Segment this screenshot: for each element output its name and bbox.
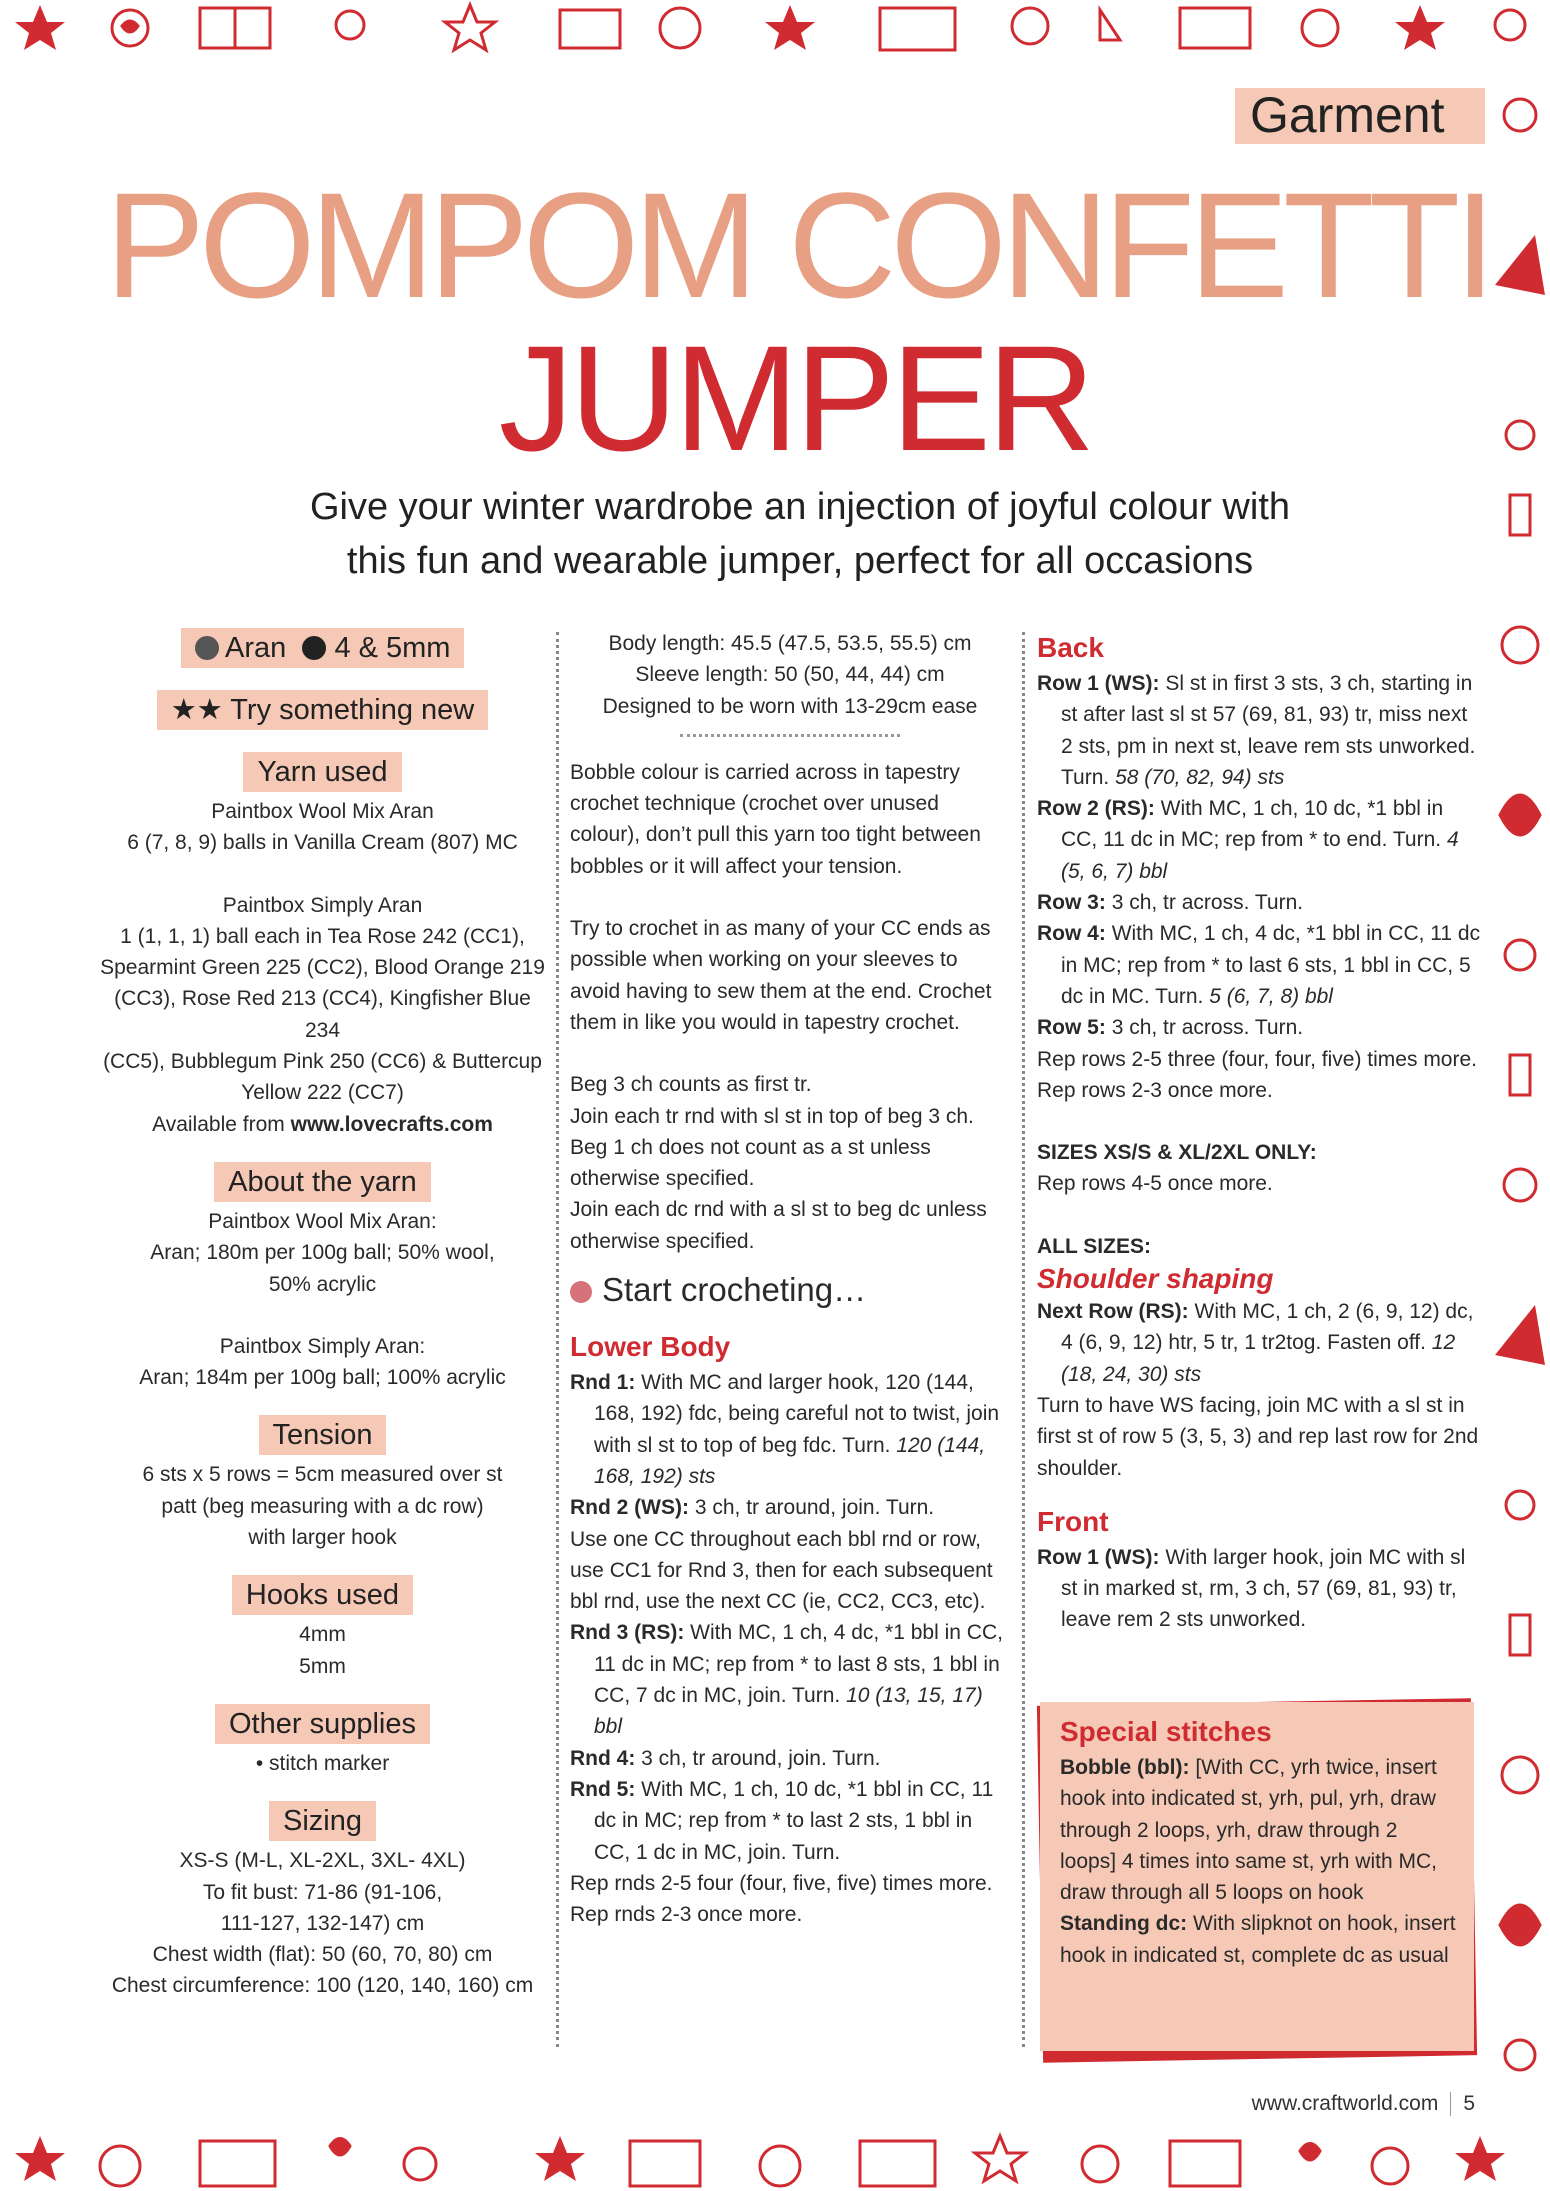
title-line-1: POMPOM CONFETTI (105, 161, 1490, 329)
tension-line: patt (beg measuring with a dc row) (161, 1494, 484, 1518)
sizing-line: XS-S (M-L, XL-2XL, 3XL- 4XL) (179, 1849, 466, 1873)
turn-instruction: Turn to have WS facing, join MC with a sl st in first st of row 5 (3, 5, 3) and rep last row for 2nd shoulder. (1037, 1393, 1479, 1480)
row-count: 12 (18, 24, 30) sts (1061, 1331, 1456, 1386)
about-yarn-heading: About the yarn (214, 1162, 431, 1202)
row-text: With MC, 1 ch, 10 dc, *1 bbl in CC, 11 dc in MC; rep from * to end. Turn. (1061, 797, 1444, 852)
row-label: Row 1 (WS): (1037, 672, 1160, 695)
supplies-section (95, 1704, 550, 1779)
column-divider (1022, 632, 1025, 2047)
tension-heading: Tension (259, 1415, 387, 1455)
hook-icon (302, 636, 326, 660)
hooks-heading: Hooks used (232, 1575, 413, 1615)
yarn-used-section (95, 752, 550, 1140)
row-count: 4 (5, 6, 7) bbl (1061, 828, 1459, 883)
shoulder-shaping-heading: Shoulder shaping (1037, 1263, 1274, 1295)
instruction-row2 (1037, 793, 1482, 887)
note-line: Beg 3 ch counts as first tr. (570, 1073, 812, 1097)
hooks-section (95, 1575, 550, 1682)
instruction-rnd3 (570, 1617, 1010, 1742)
row-count: 5 (6, 7, 8) bbl (1209, 984, 1333, 1008)
row-text: 3 ch, tr across. Turn. (1111, 891, 1304, 915)
rnd-label: Rnd 2 (WS): (570, 1496, 689, 1520)
difficulty-tag: ★★ Try something new (157, 690, 488, 730)
repeat-instruction: Rep rows 2-5 three (four, four, five) times more. (1037, 1047, 1477, 1071)
yarn-line: Yellow 222 (CC7) (241, 1081, 404, 1105)
page-number: 5 (1463, 2092, 1475, 2115)
instruction-row3 (1037, 887, 1482, 918)
lower-body-heading: Lower Body (570, 1331, 731, 1363)
pattern-column-right (1037, 628, 1482, 1636)
about-line: Aran; 184m per 100g ball; 100% acrylic (139, 1366, 506, 1390)
instruction-row5 (1037, 1012, 1482, 1043)
rnd-label: Rnd 3 (RS): (570, 1621, 685, 1645)
row-text: Sl st in first 3 sts, 3 ch, starting in st after last sl st 57 (69, 81, 93) tr, miss next 2 sts, pm in next st, leave rem sts unworked. Turn. (1061, 672, 1476, 789)
instruction-front-row1 (1037, 1542, 1482, 1636)
note-line: Beg 1 ch does not count as a st unless otherwise specified. (570, 1135, 931, 1191)
tension-line: with larger hook (248, 1526, 397, 1550)
sizes-text: Rep rows 4-5 once more. (1037, 1172, 1273, 1196)
row-text: With larger hook, join MC with sl st in marked st, rm, 3 ch, 57 (69, 81, 93) tr, leave rem 2 sts unworked. (1061, 1545, 1466, 1632)
instruction-rnd5 (570, 1774, 1010, 1868)
yarn-line: (CC3), Rose Red 213 (CC4), Kingfisher Blue 234 (114, 987, 531, 1042)
instruction-row4 (1037, 918, 1482, 1012)
about-line: 50% acrylic (268, 1272, 377, 1296)
sizing-line: Chest circumference: 100 (120, 140, 160) cm (111, 1974, 534, 1998)
back-heading: Back (1037, 632, 1104, 663)
rnd-label: Rnd 5: (570, 1777, 636, 1801)
measurement-line: Designed to be worn with 13-29cm ease (602, 694, 978, 718)
repeat-instruction: Rep rows 2-3 once more. (1037, 1078, 1273, 1102)
note-line: Join each dc rnd with a sl st to beg dc unless otherwise specified. (570, 1198, 987, 1253)
yarn-used-heading: Yarn used (243, 752, 401, 792)
column-divider (556, 632, 559, 2047)
about-yarn-section (95, 1162, 550, 1393)
decorative-top-border (0, 0, 1550, 55)
dotted-separator (680, 734, 900, 737)
footer-url[interactable]: www.craftworld.com (1251, 2092, 1439, 2115)
yarn-ball-icon (570, 1281, 592, 1303)
hook-size: 4 & 5mm (334, 632, 451, 664)
rnd-text: 3 ch, tr around, join. Turn. (641, 1746, 881, 1770)
sizing-line: Chest width (flat): 50 (60, 70, 80) cm (152, 1943, 493, 1967)
page-footer (1252, 2092, 1475, 2116)
yarn-weight-tag (181, 628, 465, 668)
rnd-text: With MC, 1 ch, 10 dc, *1 bbl in CC, 11 dc in MC; rep from * to last 2 sts, 1 bbl in CC, 1 dc in MC, join. Turn. (594, 1777, 994, 1864)
supply-line: • stitch marker (255, 1751, 390, 1775)
yarn-weight: Aran (224, 632, 287, 664)
cc-note: Use one CC throughout each bbl rnd or row, use CC1 for Rnd 3, then for each subsequent bbl rnd, use the next CC (ie, CC2, CC3, etc). (570, 1527, 993, 1614)
special-stitches-heading: Special stitches (1060, 1716, 1272, 1747)
front-heading: Front (1037, 1505, 1109, 1537)
yarn-line: Spearmint Green 225 (CC2), Blood Orange 219 (100, 956, 545, 980)
stitch-text: With slipknot on hook, insert hook in indicated st, complete dc as usual (1060, 1912, 1456, 1967)
hook-line: 5mm (299, 1654, 346, 1678)
rnd-label: Rnd 4: (570, 1746, 636, 1770)
pattern-info-sidebar (95, 628, 550, 2002)
yarn-line: 1 (1, 1, 1) ball each in Tea Rose 242 (CC1), (120, 924, 525, 948)
row-label: Row 3: (1037, 891, 1106, 915)
instruction-rnd1 (570, 1367, 1010, 1492)
stitch-label: Standing dc: (1060, 1912, 1188, 1936)
yarn-line: Paintbox Simply Aran (222, 893, 423, 917)
instruction-rnd4 (570, 1743, 1010, 1774)
row-count: 58 (70, 82, 94) sts (1115, 765, 1285, 789)
instruction-row1 (1037, 668, 1482, 793)
decorative-right-border (1490, 55, 1550, 2126)
row-label: Row 1 (WS): (1037, 1545, 1160, 1569)
supplies-heading: Other supplies (215, 1704, 430, 1744)
yarn-line: 6 (7, 8, 9) balls in Vanilla Cream (807) MC (127, 831, 518, 855)
rnd-count: 120 (144, 168, 192) sts (594, 1433, 986, 1488)
yarn-line: Paintbox Wool Mix Aran (211, 800, 434, 823)
pattern-column-middle (570, 628, 1010, 1930)
tension-line: 6 sts x 5 rows = 5cm measured over st (142, 1463, 503, 1487)
row-label: Row 4: (1037, 922, 1106, 946)
rnd-text: 3 ch, tr around, join. Turn. (694, 1496, 935, 1520)
about-line: Paintbox Simply Aran: (219, 1334, 426, 1358)
row-text: With MC, 1 ch, 4 dc, *1 bbl in CC, 11 dc in MC; rep from * to last 6 sts, 1 bbl in CC, 5 dc in MC. Turn. (1061, 922, 1481, 1008)
rnd-count: 10 (13, 15, 17) bbl (594, 1684, 983, 1739)
tension-section (95, 1415, 550, 1553)
sizing-heading: Sizing (269, 1801, 376, 1841)
special-stitches-box (1040, 1702, 1474, 2059)
about-line: Aran; 180m per 100g ball; 50% wool, (150, 1241, 495, 1265)
note-line: Join each tr rnd with sl st in top of beg 3 ch. (570, 1104, 974, 1128)
row-text: With MC, 1 ch, 2 (6, 9, 12) dc, 4 (6, 9, 12) htr, 5 tr, 1 tr2tog. Fasten off. (1061, 1300, 1474, 1355)
measurements (570, 628, 1010, 722)
about-line: Paintbox Wool Mix Aran: (208, 1209, 437, 1233)
stitch-label: Bobble (bbl): (1060, 1756, 1190, 1779)
rnd-text: With MC and larger hook, 120 (144, 168, 192) fdc, being careful not to twist, join with sl st to top of beg fdc. Turn. (594, 1371, 1000, 1457)
sizing-section (95, 1801, 550, 2001)
measurement-line: Body length: 45.5 (47.5, 53.5, 55.5) cm (608, 632, 972, 655)
sizing-line: To fit bust: 71-86 (91-106, (202, 1880, 443, 1904)
sizes-label: SIZES XS/S & XL/2XL ONLY: (1037, 1141, 1317, 1165)
standfirst-line-1: Give your winter wardrobe an injection of joyful colour with (309, 486, 1291, 528)
standfirst (200, 480, 1400, 588)
start-heading-text: Start crocheting… (602, 1271, 867, 1309)
note-paragraph: Try to crochet in as many of your CC ends as possible when working on your sleeves to avoid having to sew them at the end. Crochet them in like you would in tapestry crochet. (570, 917, 992, 1034)
rnd-label: Rnd 1: (570, 1371, 636, 1395)
stitch-text: [With CC, yrh twice, insert hook into indicated st, yrh, pul, yrh, draw through 2 loops, yrh, draw through 2 loops] 4 times into same st, yrh with MC, draw through all 5 loops on hook (1060, 1756, 1437, 1905)
start-heading (570, 1265, 1010, 1315)
row-label: Row 2 (RS): (1037, 797, 1155, 821)
special-stitches-panel (1040, 1702, 1474, 2051)
row-text: 3 ch, tr across. Turn. (1111, 1016, 1304, 1040)
repeat-instruction: Rep rnds 2-3 once more. (570, 1903, 803, 1927)
rnd-text: With MC, 1 ch, 4 dc, *1 bbl in CC, 11 dc in MC; rep from * to last 8 sts, 1 bbl in CC, 7 dc in MC, join. Turn. (594, 1621, 1003, 1708)
decorative-bottom-border (0, 2126, 1550, 2191)
available-label: Available from (152, 1112, 285, 1136)
row-label: Next Row (RS): (1037, 1300, 1189, 1324)
instruction-next-row (1037, 1296, 1482, 1390)
note-paragraph: Bobble colour is carried across in tapestry crochet technique (crochet over unused colour), don’t pull this yarn too tight between bobbles or it will affect your tension. (570, 760, 981, 878)
standfirst-line-2: this fun and wearable jumper, perfect for all occasions (346, 540, 1254, 582)
all-sizes-label: ALL SIZES: (1037, 1234, 1151, 1258)
repeat-instruction: Rep rnds 2-5 four (four, five, five) times more. (570, 1871, 993, 1895)
sizing-line: 111-127, 132-147) cm (220, 1911, 425, 1935)
measurement-line: Sleeve length: 50 (50, 44, 44) cm (635, 663, 945, 687)
yarn-stockist-link[interactable]: www.lovecrafts.com (290, 1112, 493, 1136)
yarn-ball-icon (195, 636, 219, 660)
row-label: Row 5: (1037, 1016, 1106, 1040)
yarn-line: (CC5), Bubblegum Pink 250 (CC6) & Buttercup (103, 1050, 542, 1074)
footer-separator (1450, 2092, 1451, 2116)
title-line-2: JUMPER (498, 314, 1092, 482)
instruction-rnd2 (570, 1492, 1010, 1523)
hook-line: 4mm (299, 1623, 346, 1647)
section-tag: Garment (1250, 87, 1445, 143)
